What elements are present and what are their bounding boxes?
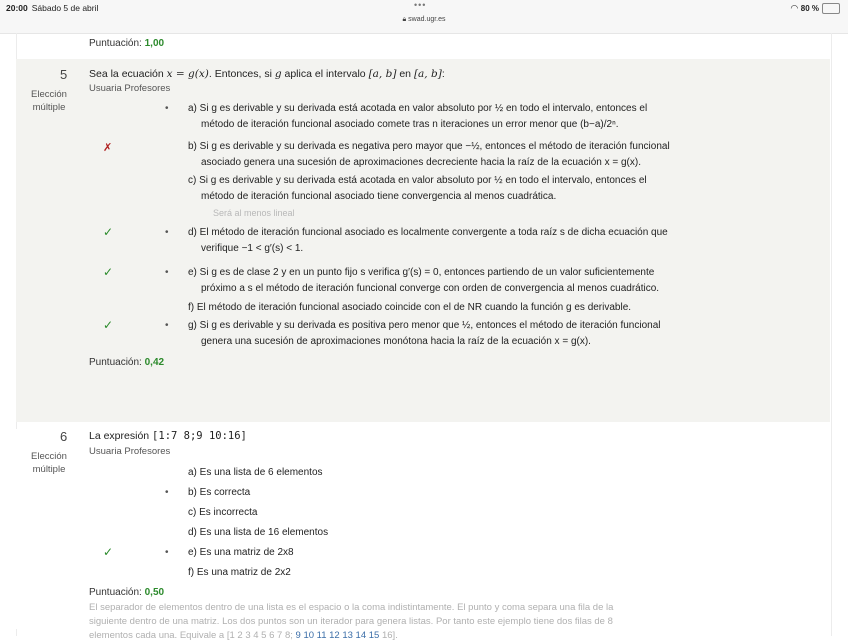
option-c-line1: c) Si g es derivable y su derivada está acotada en valor absoluto por ½ en todo el intervalo, entonces el <box>188 175 647 186</box>
option-f: f) Es una matriz de 2x2 <box>188 567 291 578</box>
question-type: Elección múltiple <box>31 89 67 113</box>
correct-mark-icon: ✓ <box>103 265 114 279</box>
lock-icon: 🔒︎ <box>402 16 407 23</box>
address-bar[interactable] <box>0 16 848 24</box>
q5-text-eq: x = g(x) <box>166 68 209 80</box>
question-author: Usuaria Profesores <box>89 446 171 457</box>
q5-score-value: 0,42 <box>144 357 165 368</box>
option-c <box>188 173 808 205</box>
selected-dot: • <box>165 487 169 498</box>
time-text: 20:00 <box>6 3 28 13</box>
option-e: e) Es una matriz de 2x8 <box>188 547 294 558</box>
q5-text-mid2: aplica el intervalo <box>284 68 366 80</box>
option-d-line1: d) El método de iteración funcional asociado es localmente convergente a toda raíz s de dicha ecuación que <box>188 227 668 238</box>
q5-text-pre: Sea la ecuación <box>89 68 164 80</box>
option-b-line2: asociado genera una sucesión de aproximaciones decreciente hacia la raíz de la ecuación x = g(x). <box>201 157 641 168</box>
wifi-icon: ◠ <box>790 3 798 13</box>
question-text <box>89 430 247 442</box>
battery-icon <box>822 3 840 14</box>
q5-score-label: Puntuación: <box>89 357 142 368</box>
option-c-feedback: Será al menos lineal <box>213 208 295 218</box>
question-author: Usuaria Profesores <box>89 83 171 94</box>
explanation-line3-post: 16]. <box>381 630 398 641</box>
wrong-mark-icon: ✗ <box>103 142 113 154</box>
q6-score <box>89 587 164 598</box>
option-g-line1: g) Si g es derivable y su derivada es positiva pero menor que ½, entonces el método de iteración funcional <box>188 320 661 331</box>
question-6 <box>16 429 830 641</box>
question-number: 5 <box>60 67 68 82</box>
question-text <box>89 68 445 80</box>
q6-score-value: 0,50 <box>144 587 165 598</box>
q6-text-code: [1:7 8;9 10:16] <box>152 430 247 442</box>
selected-dot: • <box>165 103 169 114</box>
option-d <box>188 225 808 257</box>
option-a: a) Es una lista de 6 elementos <box>188 467 323 478</box>
selected-dot: • <box>165 547 169 558</box>
selected-dot: • <box>165 267 169 278</box>
option-c: c) Es incorrecta <box>188 507 258 518</box>
option-d: d) Es una lista de 16 elementos <box>188 527 329 538</box>
selected-dot: • <box>165 227 169 238</box>
correct-mark-icon: ✓ <box>103 225 114 239</box>
q6-text-pre: La expresión <box>89 430 150 442</box>
status-indicators <box>791 3 840 14</box>
q5-score <box>89 357 164 368</box>
correct-mark-icon: ✓ <box>103 318 114 332</box>
status-time <box>6 3 98 13</box>
option-c-line2: método de iteración funcional asociado tiene convergencia al menos cuadrática. <box>201 191 557 202</box>
q5-text-end: : <box>441 68 445 80</box>
q5-text-g: g <box>274 68 282 80</box>
prev-score <box>89 38 164 49</box>
prev-score-label: Puntuación: <box>89 38 142 49</box>
option-e <box>188 265 808 297</box>
option-b <box>188 139 808 171</box>
option-g <box>188 318 808 350</box>
status-bar <box>0 0 848 34</box>
battery-percent: 80 % <box>800 4 819 13</box>
q6-explanation <box>89 601 789 643</box>
q5-text-int1: [a, b] <box>368 68 397 80</box>
explanation-line1: El separador de elementos dentro de una lista es el espacio o la coma indistintamente. El punto y coma separa una fila de la <box>89 602 614 613</box>
exam-page <box>16 33 830 641</box>
q6-score-label: Puntuación: <box>89 587 142 598</box>
prev-score-value: 1,00 <box>144 38 165 49</box>
option-e-line1: e) Si g es de clase 2 y en un punto fijo s verifica g′(s) = 0, entonces partiendo de un valor suficientemente <box>188 267 655 278</box>
option-a-line1: a) Si g es derivable y su derivada está acotada en valor absoluto por ½ en todo el intervalo, entonces el <box>188 103 648 114</box>
option-e-line2: próximo a s el método de iteración funcional converge con orden de convergencia al menos cuadrático. <box>201 283 660 294</box>
explanation-line3 <box>89 629 789 643</box>
option-a-line2: método de iteración funcional asociado comete tras n iteraciones un error menor que (b−a)/2ⁿ. <box>201 119 619 130</box>
q5-text-int2: [a, b] <box>413 68 442 80</box>
question-5 <box>16 59 830 422</box>
explanation-line3-pre: elementos cada una. Equivale a [1 2 3 4 5 6 7 8; <box>89 630 293 641</box>
date-text: Sábado 5 de abril <box>31 3 99 13</box>
question-number: 6 <box>60 429 68 444</box>
q5-text-mid: . Entonces, si <box>208 68 272 80</box>
option-f-line1: f) El método de iteración funcional asociado coincide con el de NR cuando la función g es derivable. <box>188 302 632 313</box>
multitask-dots-icon[interactable]: ••• <box>414 0 427 10</box>
option-b-line1: b) Si g es derivable y su derivada es negativa pero mayor que −½, entonces el método de iteración funcional <box>188 141 670 152</box>
option-a <box>188 101 808 133</box>
q5-text-en: en <box>399 68 412 80</box>
option-d-line2: verifique −1 < g′(s) < 1. <box>201 243 304 254</box>
option-b: b) Es correcta <box>188 487 251 498</box>
question-type: Elección múltiple <box>31 451 67 475</box>
explanation-line2: siguiente dentro de una matriz. Los dos puntos son un iterador para genera listas. Por tanto este ejemplo tiene dos filas de 8 <box>89 616 613 627</box>
selected-dot: • <box>165 320 169 331</box>
option-g-line2: genera una sucesión de aproximaciones monótona hacia la raíz de la ecuación x = g(x). <box>201 336 591 347</box>
explanation-line3-highlight: 9 10 11 12 13 14 15 <box>295 630 380 641</box>
url-text: swad.ugr.es <box>408 16 446 23</box>
option-f <box>188 300 808 316</box>
correct-mark-icon: ✓ <box>103 545 114 559</box>
